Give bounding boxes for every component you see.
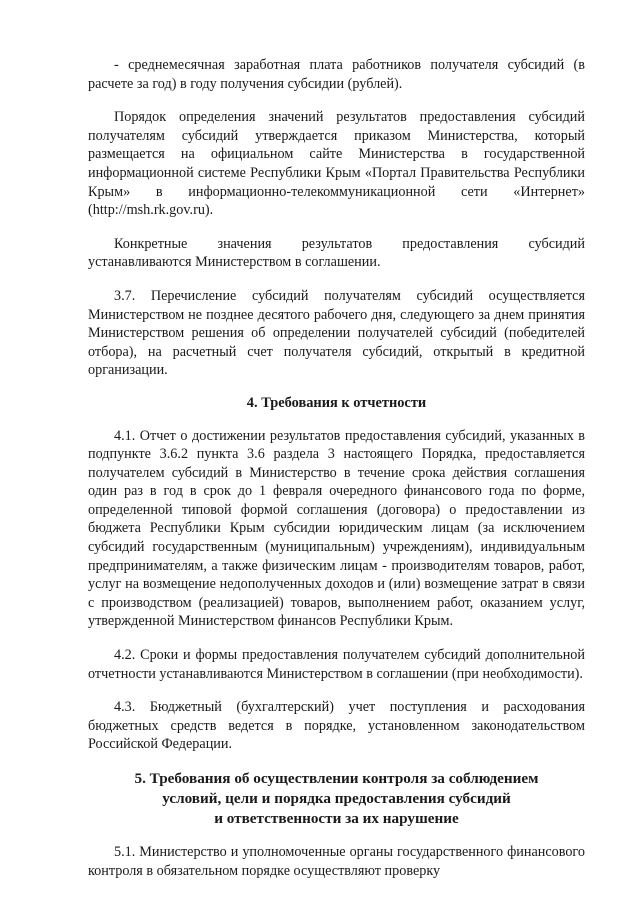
- paragraph-specific-values: Конкретные значения результатов предоставления субсидий устанавливаются Министерством в соглашении.: [88, 235, 585, 271]
- document-page: [88, 56, 585, 880]
- section-5-heading-line-3: и ответственности за их нарушение: [214, 810, 459, 827]
- paragraph-4-3: 4.3. Бюджетный (бухгалтерский) учет поступления и расходования бюджетных средств ведется в порядке, установленном законодательством Российской Федерации.: [88, 699, 585, 753]
- paragraph-4-2: 4.2. Сроки и формы предоставления получателем субсидий дополнительной отчетности устанавливаются Министерством в соглашении (при необходимости).: [88, 647, 585, 682]
- section-4-heading: 4. Требования к отчетности: [246, 394, 427, 411]
- section-5-heading-line-1: 5. Требования об осуществлении контроля за соблюдением: [134, 770, 539, 787]
- paragraph-salary-indicator: - среднемесячная заработная плата работников получателя субсидий (в расчете за год) в году получения субсидии (рублей).: [88, 57, 585, 92]
- paragraph-4-1: 4.1. Отчет о достижении результатов предоставления субсидий, указанных в подпункте 3.6.2 пункта 3.6 раздела 3 настоящего Порядка, предоставляется получателем субсидий в Министерство в течение срока действия соглашения один раз в год в срок до 1 февраля очередного финансового года по форме, определенной типовой формой соглашения (договора) о предоставлении из бюджета Республики Крым субсидии юридическим лицам (за исключением субсидий государственным (муниципальным) учреждениям), индивидуальным предпринимателям, а также физическим лицам - производителям товаров, работ, услуг на возмещение недополученных доходов и (или) возмещение затрат в связи с производством (реализацией) товаров, выполнением работ, оказанием услуг, утвержденной Министерством финансов Республики Крым.: [88, 427, 585, 630]
- paragraph-5-1: 5.1. Министерство и уполномоченные органы государственного финансового контроля в обязательном порядке осуществляют проверку: [88, 844, 585, 879]
- section-5-heading-line-2: условий, цели и порядка предоставления субсидий: [162, 790, 511, 807]
- paragraph-3-7: 3.7. Перечисление субсидий получателям субсидий осуществляется Министерством не позднее десятого рабочего дня, следующего за днем принятия Министерством решения об определении получателей субсидий (победителей отбора), на расчетный счет получателя субсидий, открытый в кредитной организации.: [88, 287, 585, 379]
- paragraph-results-order: Порядок определения значений результатов предоставления субсидий получателям субсидий утверждается приказом Министерства, который размещается на официальном сайте Министерства в государственной информационной системе Республики Крым «Портал Правительства Республики Крым» в информационно-телекоммуникационной сети «Интернет» (http://msh.rk.gov.ru).: [88, 109, 585, 219]
